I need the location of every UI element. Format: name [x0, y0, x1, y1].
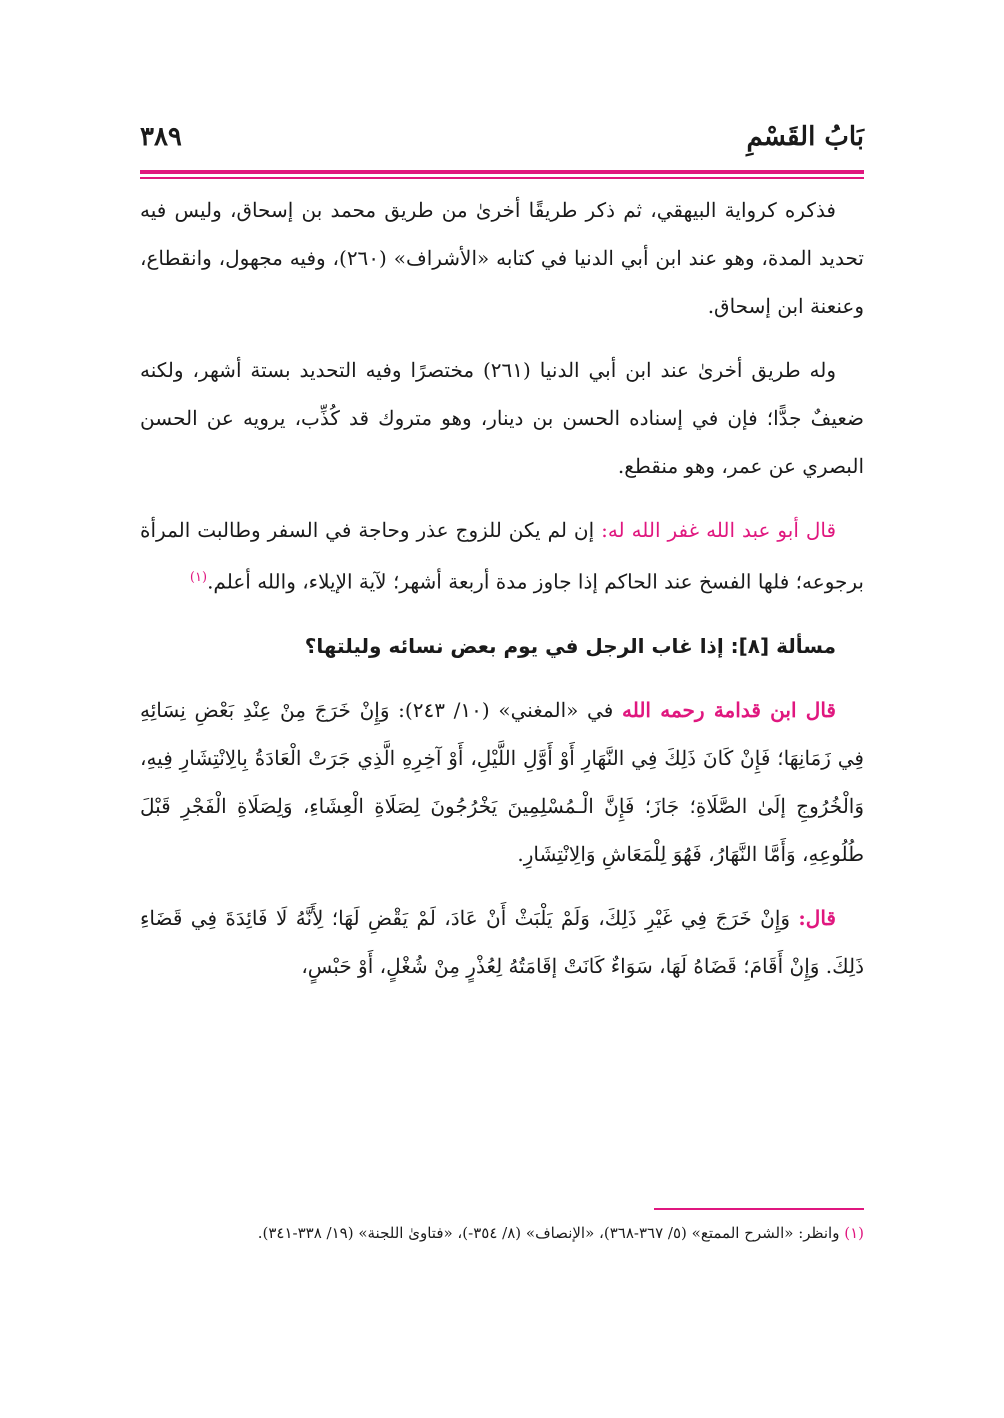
chapter-title: بَابُ القَسْمِ — [746, 122, 864, 152]
footnote — [140, 1220, 864, 1246]
header-rule-thin — [140, 177, 864, 179]
main-text — [140, 186, 864, 1006]
author-note-lead: قال أبو عبد الله غفر الله له: — [601, 518, 836, 542]
quote-continue-lead: قال: — [798, 905, 836, 930]
footnote-text: وانظر: «الشرح الممتع» (٥/ ٣٦٧-٣٦٨)، «الإنصاف» (٨/ ٣٥٤-)، «فتاوىٰ اللجنة» (١٩/ ٣٣٨-٣٤١). — [257, 1224, 845, 1242]
paragraph-2: وله طريق أخرىٰ عند ابن أبي الدنيا (٢٦١) مختصرًا وفيه التحديد بستة أشهر، ولكنه ضعيفٌ جدًّا؛ فإن في إسناده الحسن بن دينار، وهو متروك قد كُذِّب، يرويه عن الحسن البصري عن عمر، وهو منقطع. — [140, 358, 864, 478]
issue-heading-label: مسألة [٨]: — [730, 633, 836, 658]
quote-text: في «المغني» (١٠/ ٢٤٣): وَإِنْ خَرَجَ مِنْ عِنْدِ بَعْضِ نِسَائِهِ فِي زَمَانِهَا؛ فَإِنْ كَانَ ذَلِكَ فِي النَّهَارِ أَوْ أَوَّلِ اللَّيْلِ، أَوْ آخِرِهِ الَّذِي جَرَتْ الْعَادَةُ بِالِانْتِشَارِ فِيهِ، وَالْخُرُوجِ إلَىٰ الصَّلَاةِ؛ جَازَ؛ فَإِنَّ الْـمُسْلِمِينَ يَخْرُجُونَ لِصَلَاةِ الْعِشَاءِ، وَلِصَلَاةِ الْفَجْرِ قَبْلَ طُلُوعِهِ، وَأَمَّا النَّهَارُ، فَهُوَ لِلْمَعَاشِ وَالِانْتِشَارِ. — [140, 697, 864, 866]
issue-heading-text: إذا غاب الرجل في يوم بعض نسائه وليلتها؟ — [304, 633, 731, 658]
paragraph-4 — [140, 686, 864, 878]
issue-heading — [140, 622, 864, 670]
header-rule-thick — [140, 170, 864, 174]
footnote-marker: (١) — [844, 1224, 864, 1242]
page-number: ٣٨٩ — [140, 122, 182, 152]
quote-continue-text: وَإِنْ خَرَجَ فِي غَيْرِ ذَلِكَ، وَلَمْ يَلْبَثْ أَنْ عَادَ، لَمْ يَقْضِ لَهَا؛ لِأَنَّهُ لَا فَائِدَةَ فِي قَضَاءِ ذَلِكَ. وَإِنْ أَقَامَ؛ قَضَاهُ لَهَا، سَوَاءٌ كَانَتْ إقَامَتُهُ لِعُذْرٍ مِنْ شُغْلٍ، أَوْ حَبْسٍ، — [140, 905, 864, 978]
footnote-separator — [654, 1208, 864, 1210]
paragraph-5 — [140, 894, 864, 990]
footnote-ref: (١) — [189, 570, 208, 585]
paragraph-1: فذكره كرواية البيهقي، ثم ذكر طريقًا أخرىٰ من طريق محمد بن إسحاق، وليس فيه تحديد المدة، وهو عند ابن أبي الدنيا في كتابه «الأشراف» (٢٦٠)، وفيه مجهول، وانقطاع، وعنعنة ابن إسحاق. — [140, 198, 864, 318]
page-header — [140, 118, 864, 164]
quote-source-lead: قال ابن قدامة رحمه الله — [621, 697, 836, 722]
author-note-text: إن لم يكن للزوج عذر وحاجة في السفر وطالبت المرأة برجوعه؛ فلها الفسخ عند الحاكم إذا جاوز مدة أربعة أشهر؛ لآية الإيلاء، والله أعلم. — [140, 518, 864, 594]
paragraph-3 — [140, 506, 864, 606]
